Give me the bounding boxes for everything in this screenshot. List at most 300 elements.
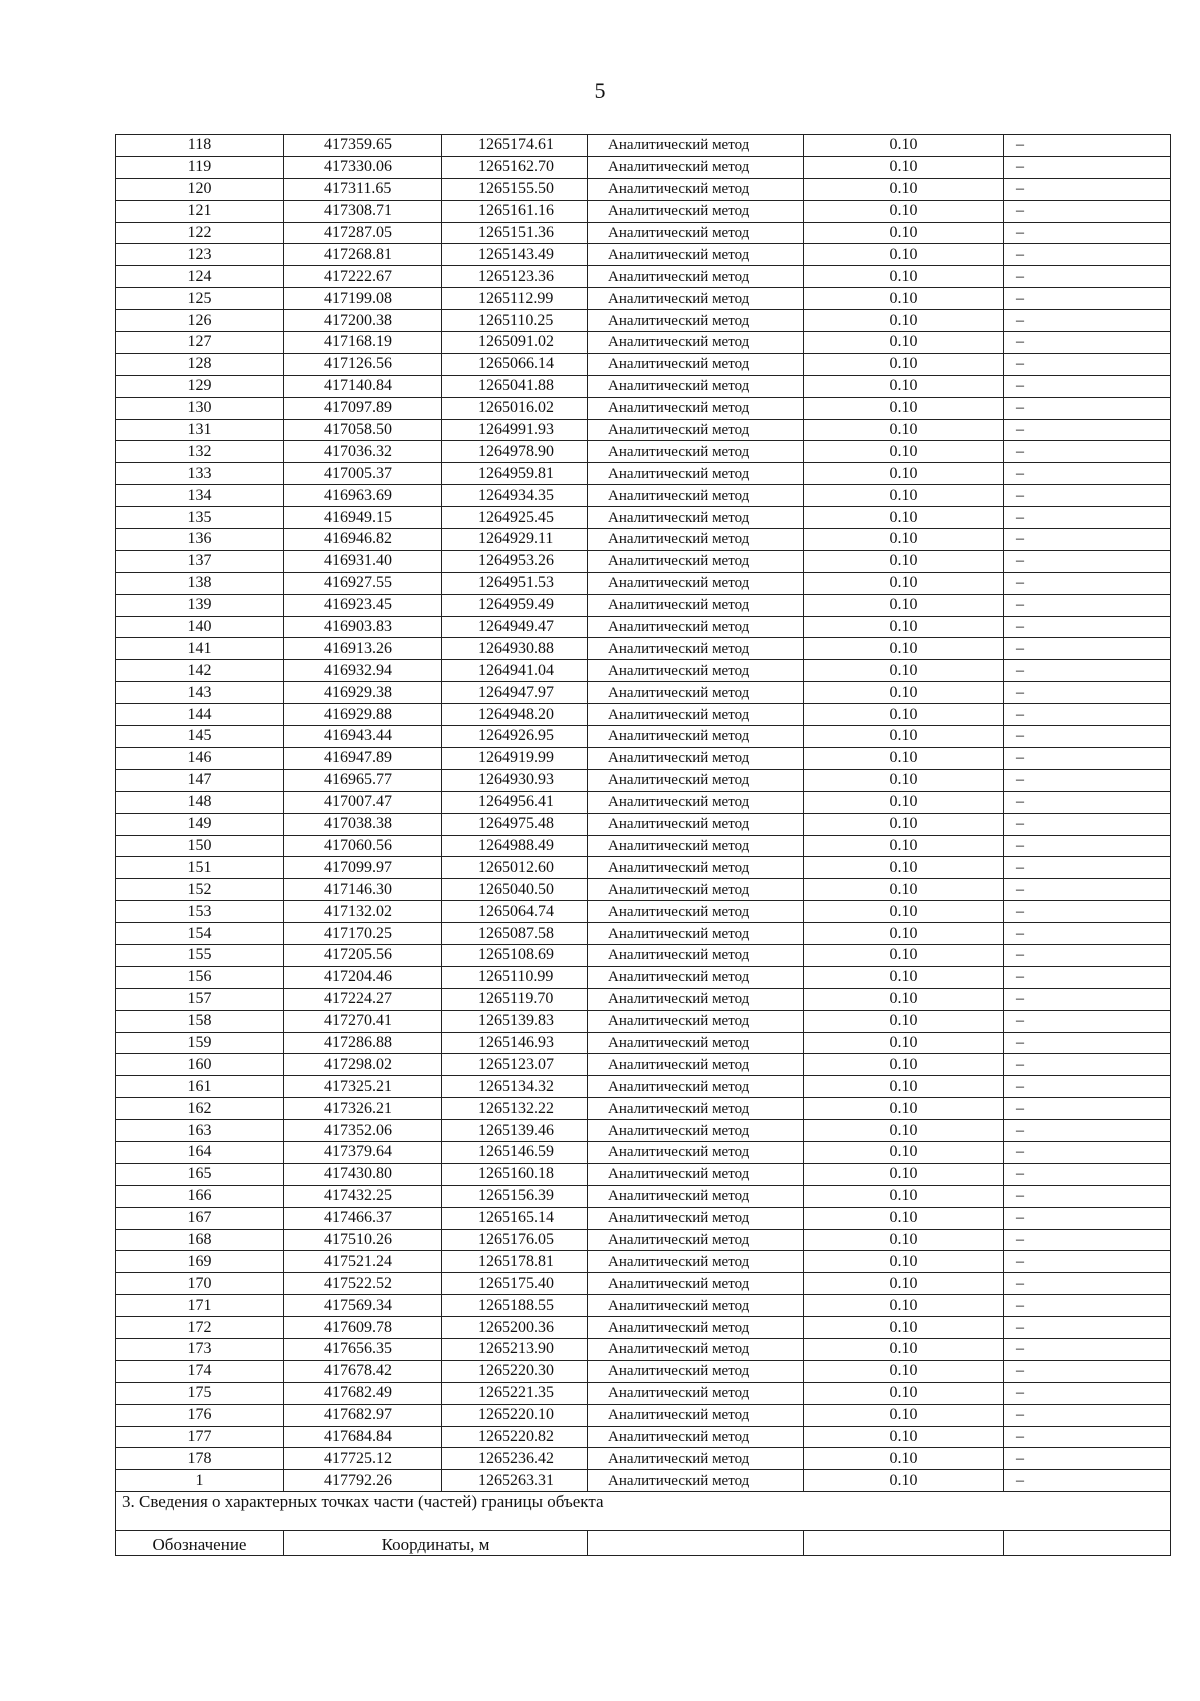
coordinate-y-cell: 1264941.04	[442, 660, 588, 682]
coordinate-x-cell: 416949.15	[284, 507, 442, 529]
point-number-cell: 151	[116, 857, 284, 879]
precision-cell: 0.10	[804, 288, 1004, 310]
point-number-cell: 165	[116, 1163, 284, 1185]
point-number-cell: 168	[116, 1229, 284, 1251]
coordinate-x-cell: 417466.37	[284, 1207, 442, 1229]
method-cell: Аналитический метод	[588, 1032, 804, 1054]
precision-cell: 0.10	[804, 375, 1004, 397]
point-number-cell: 140	[116, 616, 284, 638]
precision-cell: 0.10	[804, 1098, 1004, 1120]
point-number-cell: 138	[116, 572, 284, 594]
coordinate-x-cell: 417038.38	[284, 813, 442, 835]
note-cell: –	[1004, 1426, 1171, 1448]
method-cell: Аналитический метод	[588, 1098, 804, 1120]
table-row	[116, 178, 1171, 200]
precision-cell: 0.10	[804, 988, 1004, 1010]
coordinate-x-cell: 417097.89	[284, 397, 442, 419]
method-cell: Аналитический метод	[588, 1360, 804, 1382]
note-cell: –	[1004, 1120, 1171, 1142]
method-cell: Аналитический метод	[588, 1229, 804, 1251]
point-number-cell: 171	[116, 1295, 284, 1317]
method-cell: Аналитический метод	[588, 704, 804, 726]
coordinate-y-cell: 1265200.36	[442, 1317, 588, 1339]
coordinate-y-cell: 1265175.40	[442, 1273, 588, 1295]
coordinate-x-cell: 417430.80	[284, 1163, 442, 1185]
coordinate-x-cell: 417298.02	[284, 1054, 442, 1076]
coordinate-y-cell: 1265016.02	[442, 397, 588, 419]
method-cell: Аналитический метод	[588, 572, 804, 594]
coordinate-x-cell: 417379.64	[284, 1141, 442, 1163]
note-cell: –	[1004, 332, 1171, 354]
method-cell: Аналитический метод	[588, 397, 804, 419]
table-row	[116, 1120, 1171, 1142]
method-cell: Аналитический метод	[588, 660, 804, 682]
coordinate-x-cell: 417132.02	[284, 901, 442, 923]
section-3-block	[116, 1492, 1171, 1556]
coordinate-y-cell: 1264926.95	[442, 726, 588, 748]
coordinate-x-cell: 416927.55	[284, 572, 442, 594]
coordinate-x-cell: 416923.45	[284, 594, 442, 616]
coordinate-x-cell: 417522.52	[284, 1273, 442, 1295]
coordinate-y-cell: 1264975.48	[442, 813, 588, 835]
note-cell: –	[1004, 288, 1171, 310]
point-number-cell: 163	[116, 1120, 284, 1142]
precision-cell: 0.10	[804, 1010, 1004, 1032]
coordinate-x-cell: 417099.97	[284, 857, 442, 879]
coordinate-y-cell: 1265091.02	[442, 332, 588, 354]
point-number-cell: 161	[116, 1076, 284, 1098]
coordinate-x-cell: 417222.67	[284, 266, 442, 288]
point-number-cell: 137	[116, 550, 284, 572]
precision-cell: 0.10	[804, 135, 1004, 157]
method-cell: Аналитический метод	[588, 1426, 804, 1448]
note-cell: –	[1004, 660, 1171, 682]
coordinate-x-cell: 417170.25	[284, 923, 442, 945]
note-cell: –	[1004, 1229, 1171, 1251]
method-cell: Аналитический метод	[588, 375, 804, 397]
table-row	[116, 507, 1171, 529]
method-cell: Аналитический метод	[588, 616, 804, 638]
method-cell: Аналитический метод	[588, 966, 804, 988]
section-3-title: 3. Сведения о характерных точках части (частей) границы объекта	[116, 1492, 1171, 1531]
method-cell: Аналитический метод	[588, 222, 804, 244]
table-row	[116, 616, 1171, 638]
precision-cell: 0.10	[804, 901, 1004, 923]
point-number-cell: 177	[116, 1426, 284, 1448]
table-row	[116, 1098, 1171, 1120]
coordinate-y-cell: 1265132.22	[442, 1098, 588, 1120]
coordinate-y-cell: 1265236.42	[442, 1448, 588, 1470]
coordinate-y-cell: 1264959.49	[442, 594, 588, 616]
point-number-cell: 134	[116, 485, 284, 507]
note-cell: –	[1004, 726, 1171, 748]
method-cell: Аналитический метод	[588, 200, 804, 222]
precision-cell: 0.10	[804, 507, 1004, 529]
table-row	[116, 485, 1171, 507]
coordinate-x-cell: 416965.77	[284, 769, 442, 791]
point-number-cell: 144	[116, 704, 284, 726]
coordinate-y-cell: 1265143.49	[442, 244, 588, 266]
table-row	[116, 1076, 1171, 1098]
note-cell: –	[1004, 222, 1171, 244]
point-number-cell: 120	[116, 178, 284, 200]
note-cell: –	[1004, 266, 1171, 288]
point-number-cell: 150	[116, 835, 284, 857]
point-number-cell: 176	[116, 1404, 284, 1426]
note-cell: –	[1004, 1054, 1171, 1076]
table-row	[116, 353, 1171, 375]
precision-cell: 0.10	[804, 1360, 1004, 1382]
point-number-cell: 129	[116, 375, 284, 397]
method-cell: Аналитический метод	[588, 441, 804, 463]
precision-cell: 0.10	[804, 923, 1004, 945]
note-cell: –	[1004, 178, 1171, 200]
note-cell: –	[1004, 988, 1171, 1010]
coordinate-y-cell: 1265146.93	[442, 1032, 588, 1054]
coordinate-x-cell: 417609.78	[284, 1317, 442, 1339]
precision-cell: 0.10	[804, 857, 1004, 879]
precision-cell: 0.10	[804, 244, 1004, 266]
table-row	[116, 1032, 1171, 1054]
method-cell: Аналитический метод	[588, 1076, 804, 1098]
precision-cell: 0.10	[804, 178, 1004, 200]
coordinate-y-cell: 1264949.47	[442, 616, 588, 638]
coordinate-y-cell: 1265174.61	[442, 135, 588, 157]
coordinate-y-cell: 1264948.20	[442, 704, 588, 726]
point-number-cell: 167	[116, 1207, 284, 1229]
precision-cell: 0.10	[804, 550, 1004, 572]
coordinate-y-cell: 1265160.18	[442, 1163, 588, 1185]
method-cell: Аналитический метод	[588, 879, 804, 901]
coordinate-x-cell: 417005.37	[284, 463, 442, 485]
note-cell: –	[1004, 1273, 1171, 1295]
precision-cell: 0.10	[804, 944, 1004, 966]
method-cell: Аналитический метод	[588, 353, 804, 375]
point-number-cell: 128	[116, 353, 284, 375]
coordinate-x-cell: 417311.65	[284, 178, 442, 200]
coordinate-y-cell: 1265263.31	[442, 1470, 588, 1492]
coordinate-x-cell: 417521.24	[284, 1251, 442, 1273]
coordinate-y-cell: 1265123.07	[442, 1054, 588, 1076]
coordinate-y-cell: 1265161.16	[442, 200, 588, 222]
method-cell: Аналитический метод	[588, 682, 804, 704]
coordinate-x-cell: 417200.38	[284, 310, 442, 332]
coordinate-x-cell: 417205.56	[284, 944, 442, 966]
coordinate-x-cell: 417432.25	[284, 1185, 442, 1207]
note-cell: –	[1004, 550, 1171, 572]
precision-cell: 0.10	[804, 222, 1004, 244]
table-row	[116, 529, 1171, 551]
point-number-cell: 178	[116, 1448, 284, 1470]
table-row	[116, 572, 1171, 594]
coordinate-y-cell: 1265040.50	[442, 879, 588, 901]
point-number-cell: 158	[116, 1010, 284, 1032]
method-cell: Аналитический метод	[588, 529, 804, 551]
table-row	[116, 1317, 1171, 1339]
coordinate-x-cell: 417224.27	[284, 988, 442, 1010]
point-number-cell: 166	[116, 1185, 284, 1207]
table-row	[116, 1229, 1171, 1251]
precision-cell: 0.10	[804, 594, 1004, 616]
table-row	[116, 1141, 1171, 1163]
table-row	[116, 966, 1171, 988]
precision-cell: 0.10	[804, 1317, 1004, 1339]
coordinate-x-cell: 417510.26	[284, 1229, 442, 1251]
method-cell: Аналитический метод	[588, 135, 804, 157]
coordinate-x-cell: 417656.35	[284, 1338, 442, 1360]
precision-cell: 0.10	[804, 682, 1004, 704]
table-row	[116, 857, 1171, 879]
page-number: 5	[594, 78, 606, 103]
coordinate-y-cell: 1265119.70	[442, 988, 588, 1010]
table-row	[116, 660, 1171, 682]
method-cell: Аналитический метод	[588, 594, 804, 616]
coordinate-x-cell: 417326.21	[284, 1098, 442, 1120]
method-cell: Аналитический метод	[588, 419, 804, 441]
precision-cell: 0.10	[804, 310, 1004, 332]
coordinate-y-cell: 1264930.88	[442, 638, 588, 660]
note-cell: –	[1004, 200, 1171, 222]
precision-cell: 0.10	[804, 397, 1004, 419]
coordinate-y-cell: 1265220.30	[442, 1360, 588, 1382]
coordinate-y-cell: 1265134.32	[442, 1076, 588, 1098]
coordinate-x-cell: 417270.41	[284, 1010, 442, 1032]
table-row	[116, 135, 1171, 157]
note-cell: –	[1004, 1404, 1171, 1426]
precision-cell: 0.10	[804, 747, 1004, 769]
precision-cell: 0.10	[804, 769, 1004, 791]
table-row	[116, 704, 1171, 726]
method-cell: Аналитический метод	[588, 1317, 804, 1339]
precision-cell: 0.10	[804, 332, 1004, 354]
coordinate-y-cell: 1265066.14	[442, 353, 588, 375]
table-row	[116, 769, 1171, 791]
method-cell: Аналитический метод	[588, 1120, 804, 1142]
method-cell: Аналитический метод	[588, 638, 804, 660]
coordinate-x-cell: 417036.32	[284, 441, 442, 463]
note-cell: –	[1004, 375, 1171, 397]
method-cell: Аналитический метод	[588, 156, 804, 178]
header-empty-cell	[588, 1531, 804, 1556]
method-cell: Аналитический метод	[588, 288, 804, 310]
note-cell: –	[1004, 529, 1171, 551]
precision-cell: 0.10	[804, 879, 1004, 901]
coordinate-y-cell: 1265110.99	[442, 966, 588, 988]
table-row	[116, 923, 1171, 945]
coordinate-y-cell: 1264956.41	[442, 791, 588, 813]
table-row	[116, 1470, 1171, 1492]
precision-cell: 0.10	[804, 1229, 1004, 1251]
coordinate-x-cell: 416932.94	[284, 660, 442, 682]
point-number-cell: 142	[116, 660, 284, 682]
precision-cell: 0.10	[804, 353, 1004, 375]
table-row	[116, 310, 1171, 332]
coordinate-y-cell: 1264991.93	[442, 419, 588, 441]
note-cell: –	[1004, 813, 1171, 835]
coordinate-x-cell: 416913.26	[284, 638, 442, 660]
note-cell: –	[1004, 901, 1171, 923]
point-number-cell: 122	[116, 222, 284, 244]
precision-cell: 0.10	[804, 704, 1004, 726]
method-cell: Аналитический метод	[588, 266, 804, 288]
precision-cell: 0.10	[804, 660, 1004, 682]
point-number-cell: 162	[116, 1098, 284, 1120]
coordinate-y-cell: 1264925.45	[442, 507, 588, 529]
coordinate-y-cell: 1264934.35	[442, 485, 588, 507]
method-cell: Аналитический метод	[588, 310, 804, 332]
table-row	[116, 1382, 1171, 1404]
table-row	[116, 944, 1171, 966]
coordinate-x-cell: 417569.34	[284, 1295, 442, 1317]
coordinate-y-cell: 1265087.58	[442, 923, 588, 945]
note-cell: –	[1004, 1317, 1171, 1339]
point-number-cell: 156	[116, 966, 284, 988]
table-row	[116, 901, 1171, 923]
note-cell: –	[1004, 485, 1171, 507]
coordinate-y-cell: 1265064.74	[442, 901, 588, 923]
table-row	[116, 1360, 1171, 1382]
note-cell: –	[1004, 310, 1171, 332]
table-row	[116, 1404, 1171, 1426]
coordinate-x-cell: 417168.19	[284, 332, 442, 354]
coordinate-x-cell: 417007.47	[284, 791, 442, 813]
precision-cell: 0.10	[804, 1120, 1004, 1142]
coordinate-y-cell: 1264951.53	[442, 572, 588, 594]
point-number-cell: 152	[116, 879, 284, 901]
method-cell: Аналитический метод	[588, 178, 804, 200]
note-cell: –	[1004, 441, 1171, 463]
note-cell: –	[1004, 879, 1171, 901]
table-row	[116, 1448, 1171, 1470]
note-cell: –	[1004, 857, 1171, 879]
note-cell: –	[1004, 1207, 1171, 1229]
note-cell: –	[1004, 1448, 1171, 1470]
point-number-cell: 160	[116, 1054, 284, 1076]
method-cell: Аналитический метод	[588, 1448, 804, 1470]
coordinate-x-cell: 417325.21	[284, 1076, 442, 1098]
table-row	[116, 1295, 1171, 1317]
point-number-cell: 173	[116, 1338, 284, 1360]
coordinate-x-cell: 417678.42	[284, 1360, 442, 1382]
coordinate-y-cell: 1264929.11	[442, 529, 588, 551]
precision-cell: 0.10	[804, 1032, 1004, 1054]
point-number-cell: 121	[116, 200, 284, 222]
point-number-cell: 132	[116, 441, 284, 463]
table-row	[116, 244, 1171, 266]
coordinate-x-cell: 417682.97	[284, 1404, 442, 1426]
coordinate-y-cell: 1265165.14	[442, 1207, 588, 1229]
precision-cell: 0.10	[804, 835, 1004, 857]
coordinate-x-cell: 416929.38	[284, 682, 442, 704]
method-cell: Аналитический метод	[588, 1141, 804, 1163]
coordinate-y-cell: 1264947.97	[442, 682, 588, 704]
header-coordinates-label: Координаты, м	[381, 1535, 490, 1555]
precision-cell: 0.10	[804, 1141, 1004, 1163]
method-cell: Аналитический метод	[588, 835, 804, 857]
method-cell: Аналитический метод	[588, 1470, 804, 1492]
note-cell: –	[1004, 1295, 1171, 1317]
table-row	[116, 791, 1171, 813]
method-cell: Аналитический метод	[588, 550, 804, 572]
coordinate-x-cell: 417146.30	[284, 879, 442, 901]
table-row	[116, 419, 1171, 441]
note-cell: –	[1004, 1251, 1171, 1273]
note-cell: –	[1004, 244, 1171, 266]
coordinate-x-cell: 417060.56	[284, 835, 442, 857]
method-cell: Аналитический метод	[588, 1404, 804, 1426]
coordinate-y-cell: 1265041.88	[442, 375, 588, 397]
section-3-header-row	[116, 1531, 1171, 1556]
method-cell: Аналитический метод	[588, 791, 804, 813]
point-number-cell: 139	[116, 594, 284, 616]
coordinate-x-cell: 417725.12	[284, 1448, 442, 1470]
coordinate-x-cell: 416963.69	[284, 485, 442, 507]
coordinate-y-cell: 1265012.60	[442, 857, 588, 879]
note-cell: –	[1004, 1338, 1171, 1360]
note-cell: –	[1004, 463, 1171, 485]
note-cell: –	[1004, 156, 1171, 178]
coordinate-y-cell: 1265162.70	[442, 156, 588, 178]
method-cell: Аналитический метод	[588, 857, 804, 879]
table-row	[116, 375, 1171, 397]
method-cell: Аналитический метод	[588, 1251, 804, 1273]
point-number-cell: 126	[116, 310, 284, 332]
coordinate-y-cell: 1264953.26	[442, 550, 588, 572]
precision-cell: 0.10	[804, 1076, 1004, 1098]
coordinate-y-cell: 1265156.39	[442, 1185, 588, 1207]
coordinate-x-cell: 417058.50	[284, 419, 442, 441]
coordinate-x-cell: 416903.83	[284, 616, 442, 638]
coordinate-x-cell: 417308.71	[284, 200, 442, 222]
point-number-cell: 119	[116, 156, 284, 178]
coordinate-x-cell: 417792.26	[284, 1470, 442, 1492]
coordinate-x-cell: 417330.06	[284, 156, 442, 178]
table-row	[116, 288, 1171, 310]
header-empty-cell	[804, 1531, 1004, 1556]
precision-cell: 0.10	[804, 529, 1004, 551]
coordinate-y-cell: 1265151.36	[442, 222, 588, 244]
table-row	[116, 638, 1171, 660]
coordinate-y-cell: 1264988.49	[442, 835, 588, 857]
header-empty-cell	[1004, 1531, 1171, 1556]
note-cell: –	[1004, 835, 1171, 857]
note-cell: –	[1004, 616, 1171, 638]
table-row	[116, 879, 1171, 901]
table-row	[116, 200, 1171, 222]
coordinate-y-cell: 1265112.99	[442, 288, 588, 310]
coordinate-y-cell: 1265178.81	[442, 1251, 588, 1273]
note-cell: –	[1004, 1470, 1171, 1492]
note-cell: –	[1004, 747, 1171, 769]
point-number-cell: 135	[116, 507, 284, 529]
note-cell: –	[1004, 353, 1171, 375]
note-cell: –	[1004, 1141, 1171, 1163]
note-cell: –	[1004, 791, 1171, 813]
note-cell: –	[1004, 1382, 1171, 1404]
note-cell: –	[1004, 594, 1171, 616]
note-cell: –	[1004, 682, 1171, 704]
note-cell: –	[1004, 638, 1171, 660]
precision-cell: 0.10	[804, 441, 1004, 463]
coordinate-y-cell: 1265220.82	[442, 1426, 588, 1448]
precision-cell: 0.10	[804, 1251, 1004, 1273]
method-cell: Аналитический метод	[588, 507, 804, 529]
section-3-title-row	[116, 1492, 1171, 1531]
precision-cell: 0.10	[804, 1163, 1004, 1185]
method-cell: Аналитический метод	[588, 726, 804, 748]
precision-cell: 0.10	[804, 813, 1004, 835]
point-number-cell: 146	[116, 747, 284, 769]
